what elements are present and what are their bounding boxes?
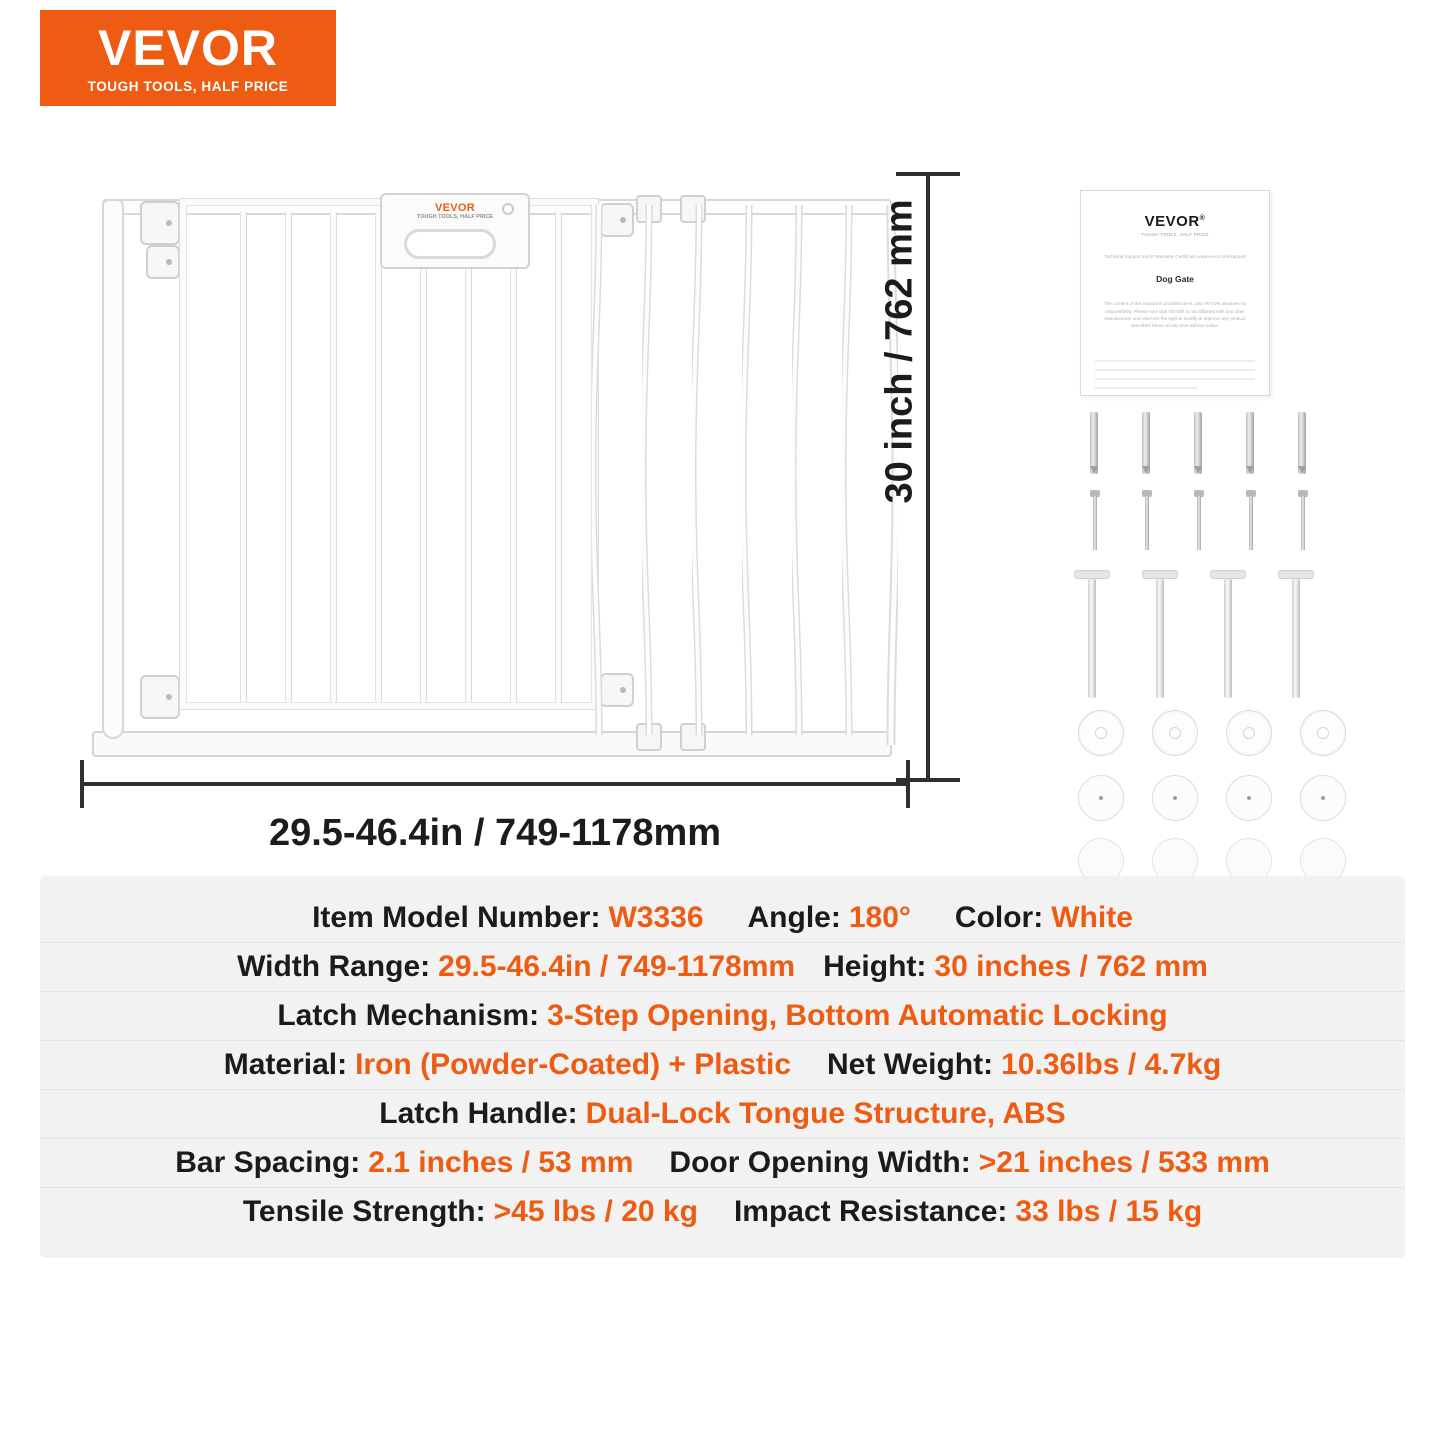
spec-row: [40, 943, 1405, 992]
wall-cup: [1226, 775, 1272, 821]
spec-value: Iron (Powder-Coated) + Plastic: [355, 1048, 792, 1081]
latch-pin-icon: [502, 203, 514, 215]
brand-tagline: TOUGH TOOLS, HALF PRICE: [87, 78, 289, 94]
gate-left-post: [102, 199, 124, 739]
spec-row: [40, 1188, 1405, 1236]
mounting-bolt: [1074, 570, 1110, 698]
manual-brand: VEVOR®: [1144, 213, 1206, 230]
manual-title: Dog Gate: [1156, 274, 1194, 285]
thumb-wheel: [1300, 710, 1346, 756]
thumb-wheel: [1226, 710, 1272, 756]
gate-bar: [510, 211, 517, 703]
thumb-wheel: [1152, 710, 1198, 756]
spec-key: Net Weight:: [827, 1048, 994, 1081]
spec-key: Tensile Strength:: [242, 1195, 486, 1228]
screw: [1140, 490, 1154, 550]
spec-item: [823, 950, 1208, 984]
spec-item: [955, 901, 1133, 935]
spec-key: Latch Mechanism:: [277, 999, 540, 1032]
gate-bar: [330, 211, 337, 703]
dimension-cap-right: [906, 760, 910, 808]
accessories-group: [1060, 190, 1390, 840]
pet-gate-graphic: [80, 175, 910, 775]
screw: [1088, 490, 1102, 550]
hinge-pin-icon: [166, 694, 172, 700]
manual-text-lines: [1095, 360, 1255, 389]
spec-item: [827, 1048, 1221, 1082]
spec-item: [669, 1146, 1269, 1180]
screw-row: [1060, 490, 1390, 550]
spec-item: [734, 1195, 1202, 1229]
wall-cup: [1078, 775, 1124, 821]
wall-anchor: [1190, 412, 1206, 474]
gate-bar: [555, 211, 562, 703]
wall-anchor: [1086, 412, 1102, 474]
spec-value: 29.5-46.4in / 749-1178mm: [438, 950, 796, 983]
manual-support-line: Technical Support and E-Warranty Certificate www.vevor.com/support: [1104, 254, 1246, 259]
gate-wave-bar: [592, 205, 600, 735]
spec-key: Color:: [954, 901, 1044, 934]
spec-item: [748, 901, 911, 935]
height-dimension-label: 30 inch / 762 mm: [878, 199, 921, 504]
spec-item: [175, 1146, 633, 1180]
gate-bar: [240, 211, 247, 703]
manual-fine-print: The content of this manual is provided as-is, and VEVOR assumes no responsibility. Please note that VEVOR is not affiliated with any other manufacturer and reserves the right to modify or improve any product described herein at any time without notice.: [1103, 301, 1247, 329]
width-dimension-label: 29.5-46.4in / 749-1178mm: [268, 812, 722, 854]
wall-anchor: [1242, 412, 1258, 474]
gate-wave-bar: [742, 205, 750, 735]
spec-row: [40, 992, 1405, 1041]
spec-key: Item Model Number:: [312, 901, 601, 934]
screw: [1244, 490, 1258, 550]
gate-latch-handle[interactable]: [380, 193, 530, 269]
mounting-bolt: [1142, 570, 1178, 698]
gate-wave-bar: [692, 205, 700, 735]
spec-item: [277, 999, 1167, 1033]
spec-item: [243, 1195, 698, 1229]
wall-cup-row: [1060, 775, 1390, 821]
thumb-wheel: [1078, 710, 1124, 756]
spec-key: Impact Resistance:: [733, 1195, 1008, 1228]
spec-key: Door Opening Width:: [669, 1146, 971, 1179]
spec-value: W3336: [608, 901, 704, 934]
spec-item: [224, 1048, 791, 1082]
hinge-pin-icon: [620, 687, 626, 693]
spec-row: [40, 894, 1405, 943]
gate-wave-bar: [842, 205, 850, 735]
wall-anchor: [1294, 412, 1310, 474]
spec-item: [379, 1097, 1065, 1131]
gate-hinge-top: [140, 201, 180, 245]
dimension-stroke: [80, 782, 910, 786]
spec-value: 180°: [848, 901, 911, 934]
spec-value: 33 lbs / 15 kg: [1015, 1195, 1203, 1228]
spec-value: 2.1 inches / 53 mm: [368, 1146, 634, 1179]
gate-hinge-bottom: [140, 675, 180, 719]
hinge-pin-icon: [166, 259, 172, 265]
spec-key: Latch Handle:: [379, 1097, 578, 1130]
gate-bar: [375, 211, 382, 703]
manual-tagline: TOUGH TOOLS, HALF PRICE: [1141, 232, 1209, 237]
spec-value: 3-Step Opening, Bottom Automatic Locking: [547, 999, 1168, 1032]
mounting-bolt: [1210, 570, 1246, 698]
gate-hinge-top-lower: [146, 245, 180, 279]
spec-value: >21 inches / 533 mm: [978, 1146, 1270, 1179]
spec-key: Material:: [223, 1048, 348, 1081]
product-illustration: [60, 150, 960, 850]
spec-row: [40, 1139, 1405, 1188]
spec-value: 10.36lbs / 4.7kg: [1001, 1048, 1222, 1081]
spec-key: Bar Spacing:: [175, 1146, 361, 1179]
spec-value: White: [1051, 901, 1133, 934]
wall-cup: [1152, 775, 1198, 821]
spec-item: [312, 901, 703, 935]
gate-wave-bar: [792, 205, 800, 735]
mounting-bolt-row: [1060, 570, 1390, 698]
wall-cup: [1300, 775, 1346, 821]
brand-name: VEVOR: [97, 19, 279, 76]
spec-key: Height:: [823, 950, 927, 983]
width-dimension-line: [80, 760, 910, 854]
wall-anchor-row: [1060, 412, 1390, 474]
thumb-wheel-row: [1060, 710, 1390, 756]
hinge-pin-icon: [166, 220, 172, 226]
screw: [1296, 490, 1310, 550]
hinge-pin-icon: [620, 217, 626, 223]
instruction-manual: [1080, 190, 1270, 396]
spec-key: Angle:: [747, 901, 841, 934]
height-dimension-line: [868, 172, 958, 782]
brand-logo: [40, 10, 336, 106]
gate-wave-bar: [642, 205, 650, 735]
specification-panel: [40, 876, 1405, 1258]
gate-bar: [420, 211, 427, 703]
screw: [1192, 490, 1206, 550]
gate-bar: [465, 211, 472, 703]
mounting-bolt: [1278, 570, 1314, 698]
spec-row: [40, 1041, 1405, 1090]
handle-grip-opening[interactable]: [404, 229, 496, 259]
spec-key: Width Range:: [237, 950, 431, 983]
gate-bar: [285, 211, 292, 703]
spec-value: Dual-Lock Tongue Structure, ABS: [585, 1097, 1066, 1130]
dimension-stroke: [926, 172, 930, 782]
gate-bottom-rail: [92, 731, 892, 757]
wall-anchor: [1138, 412, 1154, 474]
latch-brand-label: VEVOR TOUGH TOOLS, HALF PRICE: [416, 202, 494, 220]
spec-value: >45 lbs / 20 kg: [493, 1195, 698, 1228]
spec-row: [40, 1090, 1405, 1139]
spec-value: 30 inches / 762 mm: [934, 950, 1208, 983]
spec-item: [237, 950, 795, 984]
